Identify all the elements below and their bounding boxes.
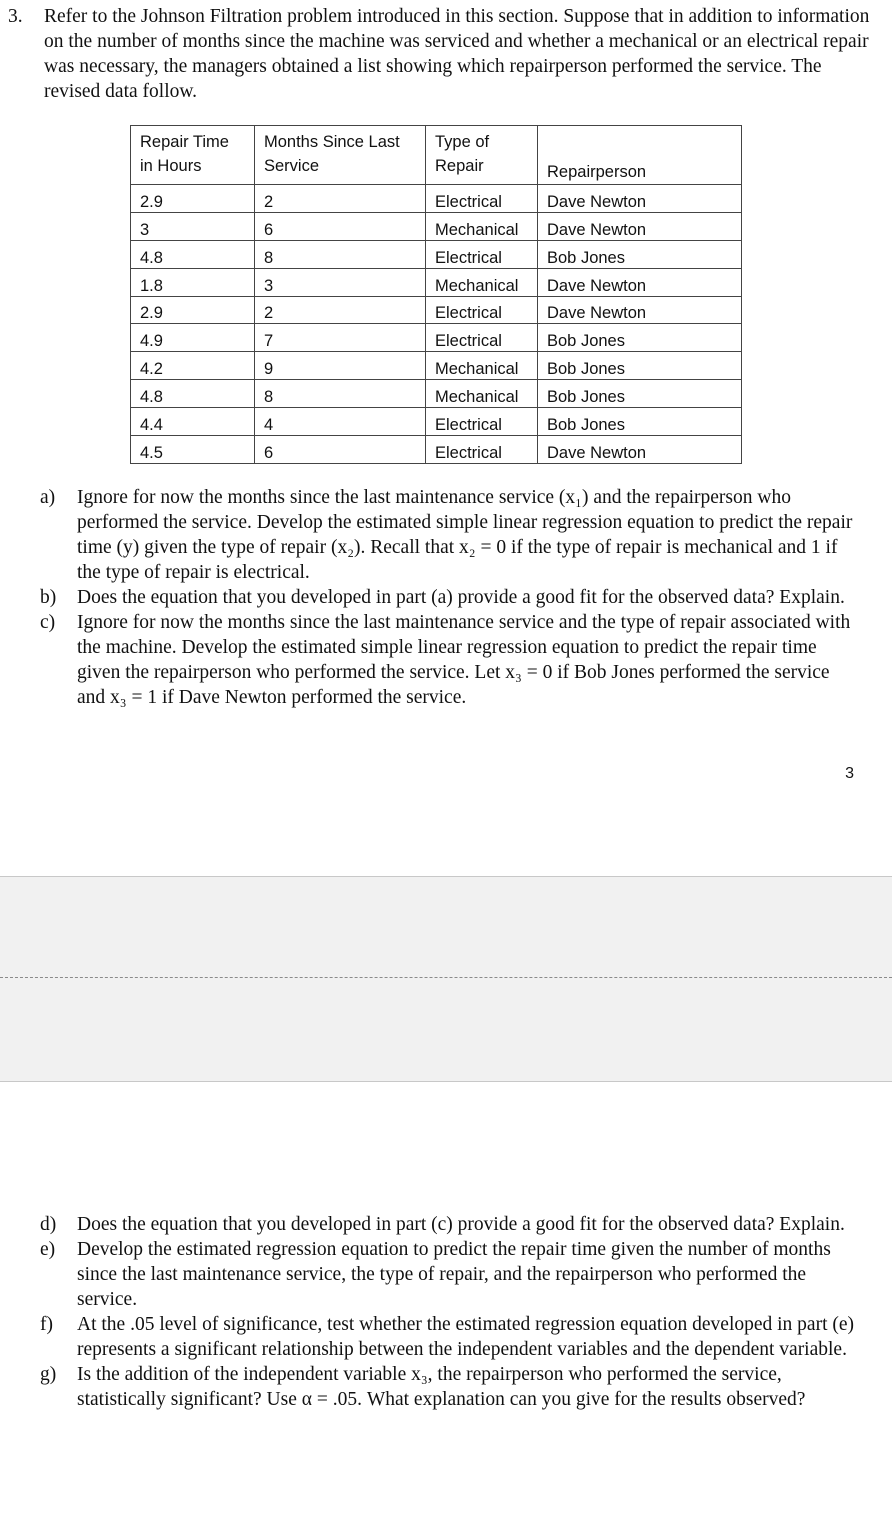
header-months-since-service: Months Since Last Service	[255, 126, 426, 185]
cell-months: 2	[255, 296, 426, 324]
cell-repairperson: Dave Newton	[538, 436, 742, 464]
cell-repair-time: 4.4	[131, 408, 255, 436]
part-text: Ignore for now the months since the last maintenance service and the type of repair associated with the machine. Develop the estimated simple linear regression equation to predict the repair time given the repairperson who performed the service. Let x₃ = 0 if Bob Jones performed the service and x₃ = 1 if Dave Newton performed the service.	[77, 612, 851, 708]
part-label: b)	[40, 587, 57, 608]
question-parts-page-1	[40, 485, 860, 710]
cell-repairperson: Bob Jones	[538, 408, 742, 436]
part-b	[40, 585, 860, 610]
question-parts-page-2	[40, 1212, 860, 1412]
part-text: Develop the estimated regression equation to predict the repair time given the number of months since the last maintenance service, the type of repair, and the repairperson who performed the service.	[77, 1239, 831, 1310]
cell-type: Mechanical	[426, 352, 538, 380]
cell-type: Electrical	[426, 324, 538, 352]
cell-repair-time: 1.8	[131, 268, 255, 296]
cell-months: 9	[255, 352, 426, 380]
cell-repair-time: 3	[131, 212, 255, 240]
cell-repair-time: 4.5	[131, 436, 255, 464]
part-g	[40, 1362, 860, 1412]
cell-months: 7	[255, 324, 426, 352]
cell-repair-time: 4.2	[131, 352, 255, 380]
table-row	[131, 436, 742, 464]
page-break-dashed-line	[0, 977, 892, 978]
cell-repairperson: Bob Jones	[538, 240, 742, 268]
cell-repairperson: Bob Jones	[538, 352, 742, 380]
cell-type: Electrical	[426, 408, 538, 436]
part-text: Does the equation that you developed in part (c) provide a good fit for the observed data? Explain.	[77, 1214, 845, 1235]
part-label: a)	[40, 487, 56, 508]
part-c	[40, 610, 860, 710]
part-e	[40, 1237, 860, 1312]
cell-repair-time: 4.8	[131, 240, 255, 268]
cell-repairperson: Dave Newton	[538, 268, 742, 296]
part-text: At the .05 level of significance, test whether the estimated regression equation developed in part (e) represents a significant relationship between the independent variables and the dependent variable.	[77, 1314, 855, 1360]
part-label: e)	[40, 1239, 56, 1260]
part-label: d)	[40, 1214, 57, 1235]
cell-type: Mechanical	[426, 380, 538, 408]
cell-repair-time: 2.9	[131, 185, 255, 213]
cell-type: Electrical	[426, 240, 538, 268]
table-header-row	[131, 126, 742, 185]
repair-data-table	[130, 125, 742, 464]
cell-repair-time: 4.9	[131, 324, 255, 352]
cell-repairperson: Dave Newton	[538, 296, 742, 324]
part-d	[40, 1212, 860, 1237]
cell-repair-time: 2.9	[131, 296, 255, 324]
cell-months: 2	[255, 185, 426, 213]
table-row	[131, 352, 742, 380]
part-text: Ignore for now the months since the last maintenance service (x₁) and the repairperson who performed the service. Develop the estimated simple linear regression equation to predict the repair time (y) given the type of repair (x₂). Recall that x₂ = 0 if the type of repair is mechanical and 1 if the type of repair is electrical.	[77, 487, 853, 583]
table-row	[131, 185, 742, 213]
cell-months: 6	[255, 436, 426, 464]
header-repairperson: Repairperson	[538, 126, 742, 185]
cell-months: 6	[255, 212, 426, 240]
problem-statement	[8, 4, 870, 104]
cell-type: Electrical	[426, 436, 538, 464]
cell-type: Electrical	[426, 296, 538, 324]
header-type-of-repair: Type of Repair	[426, 126, 538, 185]
part-a	[40, 485, 860, 585]
cell-repairperson: Dave Newton	[538, 185, 742, 213]
page-separator	[0, 876, 892, 1082]
page-number: 3	[845, 765, 854, 782]
cell-months: 8	[255, 240, 426, 268]
cell-repairperson: Dave Newton	[538, 212, 742, 240]
table-row	[131, 296, 742, 324]
cell-repairperson: Bob Jones	[538, 324, 742, 352]
table-row	[131, 240, 742, 268]
table-row	[131, 268, 742, 296]
cell-months: 3	[255, 268, 426, 296]
part-f	[40, 1312, 860, 1362]
cell-repair-time: 4.8	[131, 380, 255, 408]
cell-repairperson: Bob Jones	[538, 380, 742, 408]
part-label: g)	[40, 1364, 57, 1385]
header-repair-time: Repair Time in Hours	[131, 126, 255, 185]
part-label: f)	[40, 1314, 53, 1335]
table-row	[131, 408, 742, 436]
cell-months: 8	[255, 380, 426, 408]
cell-type: Mechanical	[426, 212, 538, 240]
problem-intro: Refer to the Johnson Filtration problem introduced in this section. Suppose that in addition to information on the number of months since the machine was serviced and whether a mechanical or an electrical repair was necessary, the managers obtained a list showing which repairperson performed the service. The revised data follow.	[44, 6, 870, 102]
table-row	[131, 212, 742, 240]
cell-months: 4	[255, 408, 426, 436]
table-row	[131, 380, 742, 408]
part-text: Is the addition of the independent variable x₃, the repairperson who performed the service, statistically significant? Use α = .05. What explanation can you give for the results observed?	[77, 1364, 806, 1410]
cell-type: Electrical	[426, 185, 538, 213]
table-row	[131, 324, 742, 352]
cell-type: Mechanical	[426, 268, 538, 296]
part-label: c)	[40, 612, 56, 633]
part-text: Does the equation that you developed in part (a) provide a good fit for the observed data? Explain.	[77, 587, 845, 608]
problem-number: 3.	[8, 6, 23, 27]
